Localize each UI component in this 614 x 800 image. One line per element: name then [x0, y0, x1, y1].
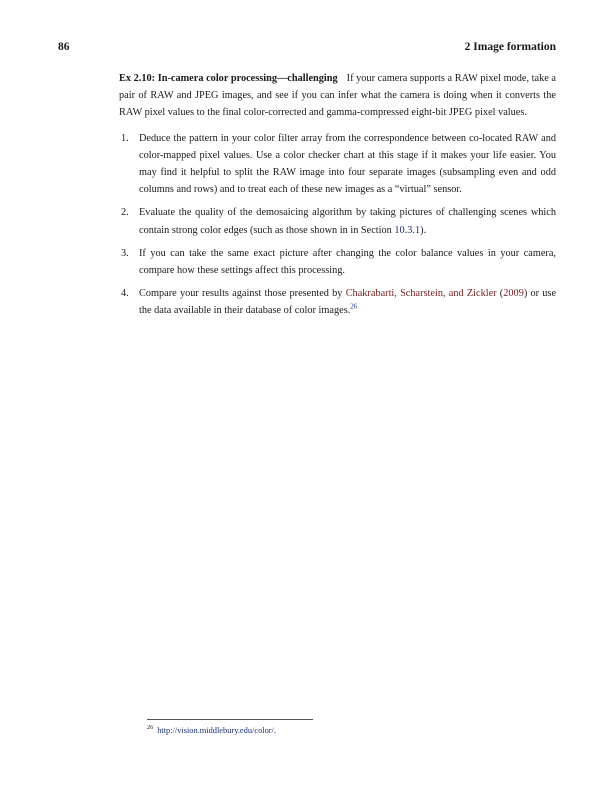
section-link[interactable]: 10.3.1	[394, 224, 421, 236]
citation-authors-link[interactable]: Chakrabarti, Scharstein, and Zickler	[345, 288, 497, 300]
list-item-text: Compare your results against those presented by	[139, 288, 346, 300]
page-number: 86	[58, 41, 70, 53]
list-item	[81, 245, 556, 279]
exercise-list	[119, 130, 556, 320]
main-content	[119, 70, 556, 326]
list-item-text: If you can take the same exact picture after changing the color balance values in your camera, compare how these settings affect this processing.	[139, 247, 556, 277]
list-item-text: Evaluate the quality of the demosaicing algorithm by taking pictures of challenging scenes which contain strong color edges (such as those shown in in Section	[139, 207, 556, 236]
running-title: 2 Image formation	[464, 41, 556, 53]
citation-year-link[interactable]: 2009	[503, 288, 524, 300]
list-item	[81, 130, 556, 199]
footnote	[147, 725, 276, 736]
footnote-divider	[147, 719, 313, 720]
list-item	[81, 285, 556, 319]
list-item	[81, 204, 556, 238]
list-item-text-end: ) or use the data available in their database of color images.	[139, 288, 557, 317]
exercise-intro: If your camera supports a RAW pixel mode, take a pair of RAW and JPEG images, and see if you can infer what the camera is doing when it converts the RAW pixel values to the final color-corrected and gamma-compressed eight-bit JPEG pixel values.	[119, 73, 556, 119]
footnote-trailing: .	[273, 726, 276, 735]
list-item-number: 3.	[121, 247, 129, 259]
footnote-mark-link[interactable]: 26	[350, 303, 358, 312]
list-item-text-end: ).	[420, 224, 427, 236]
citation-paren-open: (	[496, 288, 504, 300]
exercise-title: Ex 2.10: In-camera color processing—challenging	[119, 73, 338, 84]
list-item-number: 4.	[121, 288, 129, 300]
exercise-paragraph	[119, 70, 556, 122]
footnote-mark: 26	[147, 724, 154, 732]
list-item-number: 1.	[121, 132, 129, 144]
list-item-number: 2.	[121, 207, 129, 219]
page-header	[58, 41, 556, 57]
list-item-text: Deduce the pattern in your color filter array from the correspondence between co-located RAW and color-mapped pixel values. Use a color checker chart at this stage if it makes your life easier. You may find it helpful to split the RAW image into four separate images (subsampling even and odd columns and rows) and to treat each of these new images as a “virtual” sensor.	[139, 132, 556, 196]
footnote-url-link[interactable]: http://vision.middlebury.edu/color/	[157, 726, 274, 735]
